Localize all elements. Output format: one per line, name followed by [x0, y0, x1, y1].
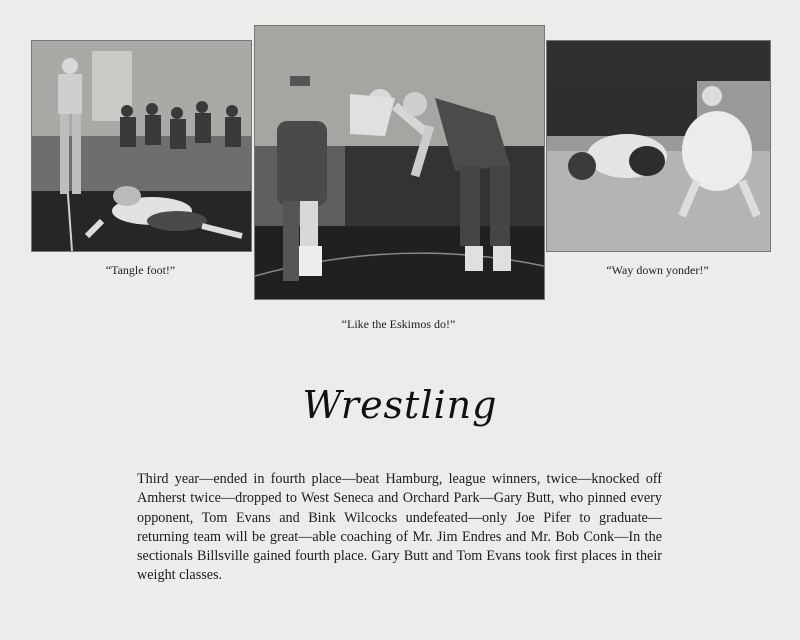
caption-way-down-yonder: “Way down yonder!”: [606, 263, 709, 277]
wrestling-photo-right-illustration: [547, 41, 770, 251]
wrestling-photo-left-illustration: [32, 41, 251, 251]
caption-tangle-foot: “Tangle foot!”: [105, 263, 176, 277]
photo-tangle-foot: [31, 40, 252, 252]
caption-eskimos: “Like the Eskimos do!”: [341, 317, 456, 331]
body-paragraph: Third year—ended in fourth place—beat Hamburg, league winners, twice—knocked off Amherst twice—dropped to West Seneca and Orchard Park—Gary Butt, who pinned every opponent, Tom Evans and Bink Wilcocks undefeated—only Joe Pifer to graduate—returning team will be great—able coaching of Mr. Jim Endres and Mr. Bob Conk—In the sectionals Billsville gained fourth place. Gary Butt and Tom Evans took first places in their weight classes.: [137, 471, 662, 584]
photo-eskimos: [254, 25, 545, 300]
wrestling-photo-middle-illustration: [255, 26, 544, 299]
page-title: Wrestling: [302, 383, 498, 427]
photo-way-down-yonder: [546, 40, 771, 252]
